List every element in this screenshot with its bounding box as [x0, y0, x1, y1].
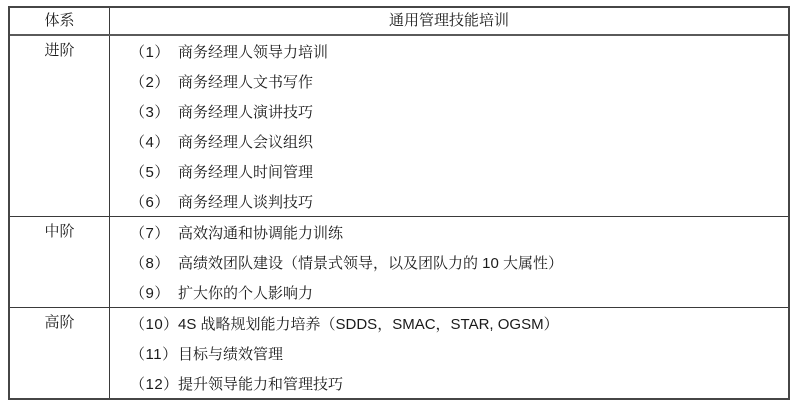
item-text: 提升领导能力和管理技巧	[178, 375, 344, 393]
item-text: 4S 战略规划能力培养（SDDS，SMAC，STAR, OGSM）	[178, 315, 559, 333]
item-text: 商务经理人文书写作	[178, 73, 314, 91]
table-item-row	[110, 217, 788, 247]
table-item-row	[110, 156, 788, 186]
item-number: （4）	[130, 133, 170, 151]
item-number: （6）	[130, 193, 170, 211]
table-item-row	[110, 186, 788, 216]
item-text: 商务经理人领导力培训	[178, 43, 329, 61]
section-items	[110, 217, 788, 307]
section-items	[110, 308, 788, 398]
training-table	[8, 6, 790, 400]
table-item-row	[110, 66, 788, 96]
item-number: （3）	[130, 103, 170, 121]
item-number: （2）	[130, 73, 170, 91]
item-text: 商务经理人谈判技巧	[178, 193, 314, 211]
item-number: （9）	[130, 284, 170, 302]
item-text: 扩大你的个人影响力	[178, 284, 314, 302]
table-item-row	[110, 277, 788, 307]
section-label: 高阶	[10, 308, 110, 398]
table-item-row	[110, 126, 788, 156]
table-item-row	[110, 96, 788, 126]
item-text: 商务经理人时间管理	[178, 163, 314, 181]
item-number: （11）	[130, 345, 178, 363]
header-cell-level: 体系	[10, 8, 110, 34]
item-text: 高绩效团队建设（情景式领导，以及团队力的 10 大属性）	[178, 254, 564, 272]
item-number: （1）	[130, 43, 170, 61]
table-item-row	[110, 368, 788, 398]
item-number: （12）	[130, 375, 179, 393]
item-text: 高效沟通和协调能力训练	[178, 224, 344, 242]
item-text: 目标与绩效管理	[178, 345, 284, 363]
item-number: （7）	[130, 224, 170, 242]
table-item-row	[110, 36, 788, 66]
section-advanced	[10, 36, 788, 216]
section-label: 进阶	[10, 36, 110, 216]
table-item-row	[110, 247, 788, 277]
table-item-row	[110, 308, 788, 338]
section-label: 中阶	[10, 217, 110, 307]
table-item-row	[110, 338, 788, 368]
item-text: 商务经理人演讲技巧	[178, 103, 314, 121]
item-number: （8）	[130, 254, 170, 272]
table-header-row	[10, 8, 788, 36]
item-number: （10）	[130, 315, 179, 333]
section-items	[110, 36, 788, 216]
header-cell-title: 通用管理技能培训	[388, 12, 509, 29]
item-text: 商务经理人会议组织	[178, 133, 314, 151]
section-intermediate	[10, 216, 788, 307]
item-number: （5）	[130, 163, 170, 181]
section-senior	[10, 307, 788, 398]
